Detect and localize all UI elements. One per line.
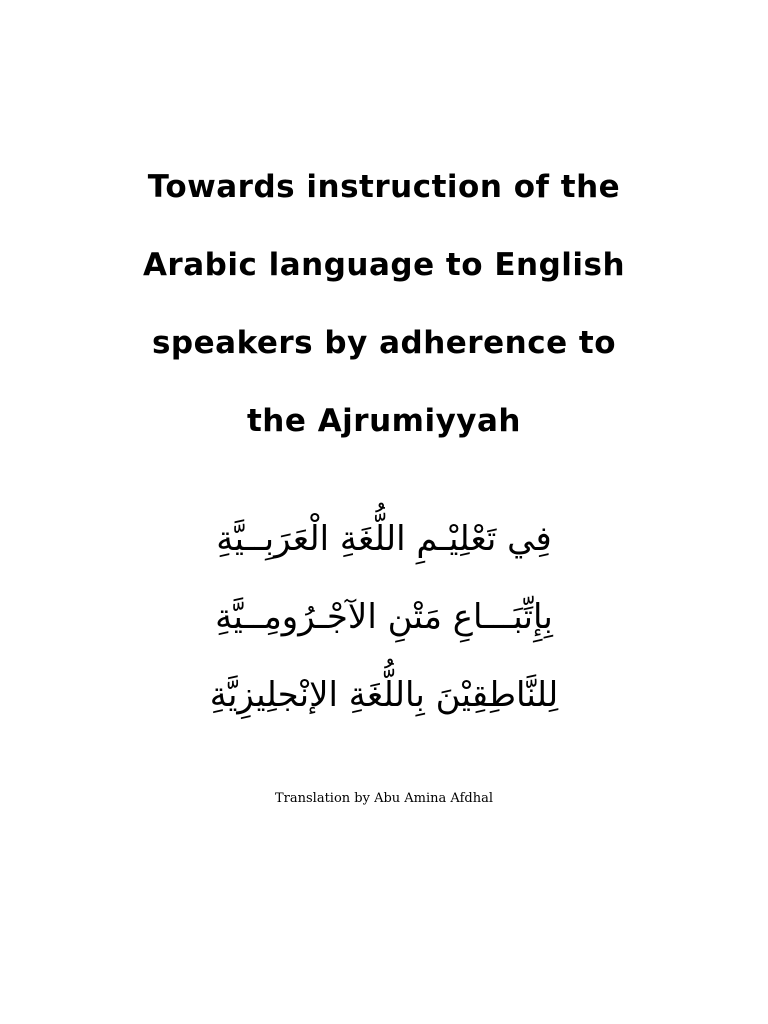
english-title-line-3: speakers by adherence to [151, 325, 616, 361]
english-title-line-4: the Ajrumiyyah [246, 403, 521, 439]
arabic-title [110, 500, 658, 734]
english-title [40, 148, 728, 460]
arabic-title-line-2: بِإِتِّبَـــاعِ مَتْنِ الآجْـرُومِــيَّةِ [215, 597, 553, 637]
english-title-line-1: Towards instruction of the [147, 169, 621, 205]
english-title-line-2: Arabic language to English [142, 247, 626, 283]
arabic-title-line-3: لِلنَّاطِقِيْنَ بِاللُّغَةِ الإنْجلِيزِيَّةِ [209, 675, 559, 715]
translation-credit: Translation by Abu Amina Afdhal [274, 791, 494, 806]
arabic-title-line-1: فِي تَعْلِيْـمِ اللُّغَةِ الْعَرَبِــيَّةِ [216, 519, 552, 559]
